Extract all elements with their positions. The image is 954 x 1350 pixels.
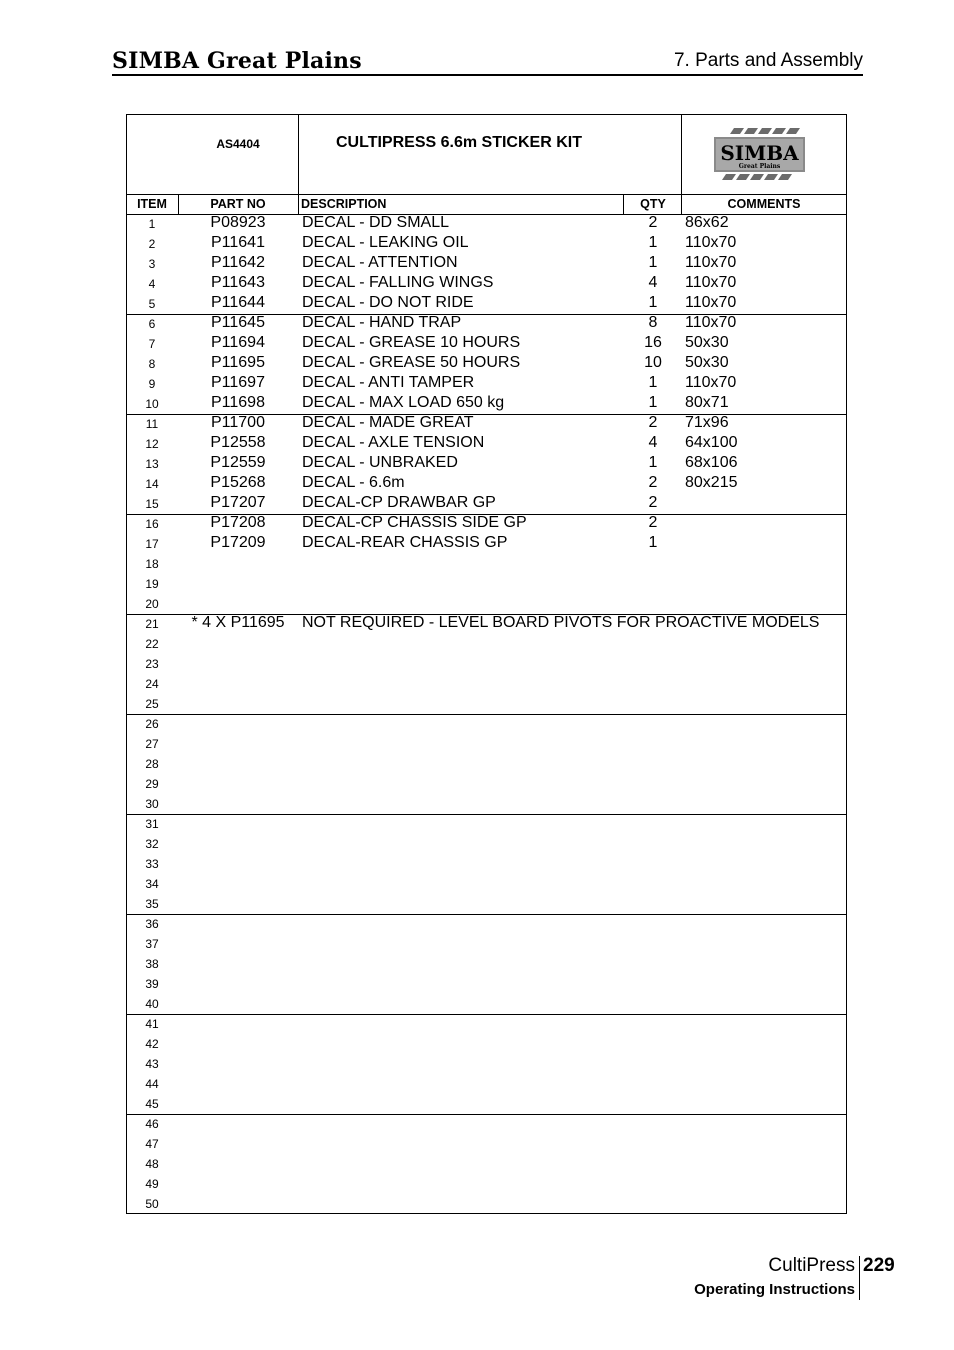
row-description: DECAL - HAND TRAP [302,314,462,331]
row-qty: 2 [648,214,658,231]
row-qty: 1 [648,454,658,471]
row-comments: 110x70 [685,294,737,311]
table-row [126,994,847,1014]
table-row [126,574,847,594]
row-comments: 110x70 [685,254,737,271]
row-item: 7 [148,337,156,351]
table-row [126,774,847,794]
row-part-no: P11695 [211,354,265,371]
table-row [126,454,847,474]
row-item: 13 [145,457,159,471]
table-row [126,634,847,654]
row-part-no: P11697 [211,374,265,391]
row-item: 1 [148,217,156,231]
table-row [126,1054,847,1074]
row-item: 38 [145,957,159,971]
table-row [126,474,847,494]
row-item: 31 [145,817,159,831]
table-row [126,1114,847,1134]
table-row [126,414,847,434]
row-item: 16 [145,517,159,531]
table-row [126,614,847,634]
row-qty: 1 [648,534,658,551]
row-item: 19 [145,577,159,591]
table-row [126,274,847,294]
row-qty: 1 [648,234,658,251]
row-qty: 4 [648,274,658,291]
header-rule [112,74,863,76]
assembly-title: CULTIPRESS 6.6m STICKER KIT [336,134,582,151]
row-description: NOT REQUIRED - LEVEL BOARD PIVOTS FOR PROACTIVE MODELS [302,614,820,631]
row-part-no: P17209 [210,534,266,551]
row-description: DECAL-REAR CHASSIS GP [302,534,508,551]
section-title: 7. Parts and Assembly [673,50,863,71]
header-top-rule [126,194,847,195]
table-row [126,1074,847,1094]
table-row [126,534,847,554]
row-qty: 10 [644,354,662,371]
row-item: 47 [145,1137,159,1151]
table-row [126,954,847,974]
row-item: 42 [145,1037,159,1051]
row-item: 3 [148,257,156,271]
col-header-part-no: PART NO [210,197,266,211]
table-row [126,754,847,774]
row-part-no: P11700 [211,414,265,431]
row-comments: 110x70 [685,234,737,251]
row-qty: 2 [648,494,658,511]
row-comments: 71x96 [685,414,729,431]
row-item: 11 [145,417,159,431]
row-item: 25 [145,697,159,711]
row-item: 14 [145,477,159,491]
row-item: 20 [145,597,159,611]
table-row [126,714,847,734]
row-qty: 1 [648,394,658,411]
row-qty: 16 [644,334,662,351]
row-description: DECAL - LEAKING OIL [302,234,469,251]
table-row [126,254,847,274]
row-comments: 68x106 [685,454,738,471]
row-comments: 110x70 [685,374,737,391]
row-item: 9 [148,377,156,391]
row-item: 6 [148,317,156,331]
row-item: 24 [145,677,159,691]
row-item: 36 [145,917,159,931]
row-part-no: P11641 [211,234,265,251]
row-comments: 50x30 [685,354,729,371]
row-part-no: P11642 [211,254,265,271]
row-comments: 110x70 [685,314,737,331]
table-row [126,1034,847,1054]
row-qty: 1 [648,294,658,311]
row-item: 48 [145,1157,159,1171]
table-row [126,1194,847,1214]
row-qty: 1 [648,374,658,391]
table-row [126,334,847,354]
row-part-no: P11644 [211,294,265,311]
footer-subtitle: Operating Instructions [694,1281,855,1298]
row-item: 49 [145,1177,159,1191]
row-qty: 4 [648,434,658,451]
row-description: DECAL - DD SMALL [302,214,449,231]
row-item: 44 [145,1077,159,1091]
table-row [126,974,847,994]
table-row [126,894,847,914]
row-qty: 2 [648,514,658,531]
row-comments: 110x70 [685,274,737,291]
row-comments: 80x215 [685,474,738,491]
row-comments: 86x62 [685,214,729,231]
row-part-no: P08923 [210,214,266,231]
table-row [126,1134,847,1154]
row-part-no: P11645 [211,314,265,331]
row-item: 34 [145,877,159,891]
row-description: DECAL - ANTI TAMPER [302,374,475,391]
row-description: DECAL - FALLING WINGS [302,274,494,291]
table-row [126,494,847,514]
row-description: DECAL - ATTENTION [302,254,458,271]
table-row [126,694,847,714]
row-part-no: P17207 [210,494,266,511]
table-row [126,1174,847,1194]
table-row [126,234,847,254]
row-item: 35 [145,897,159,911]
row-item: 22 [145,637,159,651]
row-item: 21 [145,617,159,631]
table-row [126,1094,847,1114]
table-row [126,794,847,814]
row-item: 8 [148,357,156,371]
row-description: DECAL - GREASE 50 HOURS [302,354,521,371]
row-item: 26 [145,717,159,731]
row-qty: 1 [648,254,658,271]
row-item: 17 [145,537,159,551]
table-row [126,434,847,454]
row-item: 37 [145,937,159,951]
col-divider-desc [298,114,299,214]
row-item: 5 [148,297,156,311]
table-row [126,834,847,854]
row-comments: 64x100 [685,434,738,451]
row-part-no: P12558 [210,434,266,451]
row-comments: 80x71 [685,394,729,411]
table-row [126,814,847,834]
assembly-code: AS4404 [216,137,260,151]
col-header-comments: COMMENTS [727,197,801,211]
table-row [126,654,847,674]
table-row [126,674,847,694]
row-item: 43 [145,1057,159,1071]
table-row [126,734,847,754]
table-row [126,514,847,534]
table-row [126,394,847,414]
row-item: 23 [145,657,159,671]
row-item: 29 [145,777,159,791]
row-description: DECAL - UNBRAKED [302,454,458,471]
row-item: 39 [145,977,159,991]
row-item: 27 [145,737,159,751]
row-part-no: * 4 X P11695 [191,614,285,631]
row-part-no: P12559 [210,454,266,471]
row-part-no: P11643 [211,274,265,291]
row-item: 32 [145,837,159,851]
row-item: 28 [145,757,159,771]
row-qty: 2 [648,414,658,431]
row-description: DECAL - MADE GREAT [302,414,474,431]
logo-subtext: Great Plains [738,163,781,170]
table-row [126,214,847,234]
row-item: 46 [145,1117,159,1131]
table-row [126,594,847,614]
row-description: DECAL-CP CHASSIS SIDE GP [302,514,527,531]
table-row [126,854,847,874]
col-header-qty: QTY [640,197,666,211]
page-number: 229 [863,1255,895,1276]
row-item: 15 [145,497,159,511]
row-qty: 8 [648,314,658,331]
row-part-no: P11694 [211,334,265,351]
row-part-no: P11698 [211,394,265,411]
row-item: 2 [148,237,156,251]
footer-separator [859,1256,860,1300]
table-row [126,314,847,334]
simba-logo [712,126,807,182]
row-part-no: P17208 [210,514,266,531]
row-qty: 2 [648,474,658,491]
col-header-item: ITEM [137,197,167,211]
footer-product: CultiPress [768,1255,855,1276]
table-row [126,294,847,314]
row-item: 45 [145,1097,159,1111]
table-row [126,1014,847,1034]
row-comments: 50x30 [685,334,729,351]
row-description: DECAL - 6.6m [302,474,405,491]
row-item: 10 [145,397,159,411]
row-item: 40 [145,997,159,1011]
table-row [126,374,847,394]
table-row [126,354,847,374]
table-row [126,554,847,574]
row-description: DECAL - GREASE 10 HOURS [302,334,521,351]
table-row [126,1154,847,1174]
row-item: 30 [145,797,159,811]
row-item: 50 [145,1197,159,1211]
logo-text: SIMBA [720,141,799,165]
row-item: 18 [145,557,159,571]
col-header-description: DESCRIPTION [301,197,387,211]
row-part-no: P15268 [210,474,266,491]
row-item: 41 [145,1017,159,1031]
row-item: 12 [145,437,159,451]
row-description: DECAL - AXLE TENSION [302,434,485,451]
table-row [126,934,847,954]
row-description: DECAL - DO NOT RIDE [302,294,474,311]
row-item: 4 [148,277,156,291]
row-item: 33 [145,857,159,871]
brand-title: SIMBA Great Plains [112,48,362,74]
table-row [126,914,847,934]
table-row [126,874,847,894]
row-description: DECAL - MAX LOAD 650 kg [302,394,505,411]
row-description: DECAL-CP DRAWBAR GP [302,494,496,511]
